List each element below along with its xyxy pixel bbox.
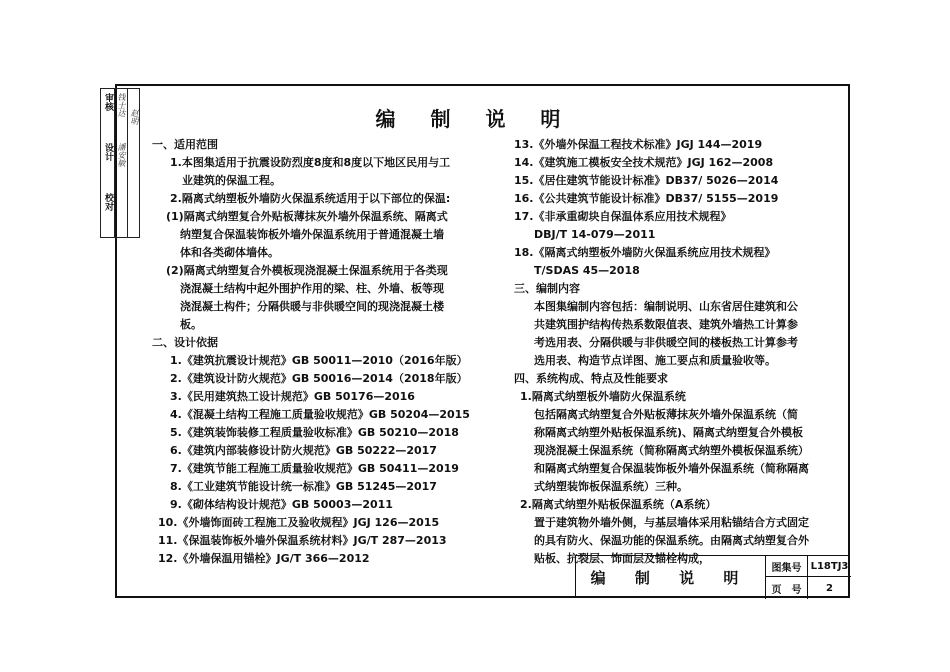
text-line: DBJ/T 14-079—2011: [534, 228, 656, 241]
text-line: 2.隔离式纳塑板外墙防火保温系统适用于以下部位的保温:: [170, 192, 451, 205]
atlas-number-label: 图集号: [766, 556, 808, 577]
text-line: 17.《非承重砌块自保温体系应用技术规程》: [514, 210, 732, 223]
text-line: 8.《工业建筑节能设计统一标准》GB 51245—2017: [170, 480, 437, 493]
text-line: 的具有防火、保温功能的保温系统。由隔离式纳塑复合外: [534, 534, 809, 547]
text-line: 14.《建筑施工模板安全技术规范》JGJ 162—2008: [514, 156, 774, 169]
text-line: 2.隔离式纳塑外贴板保温系统（A系统）: [520, 498, 717, 511]
text-line: 置于建筑物外墙外侧，与基层墙体采用粘锚结合方式固定: [534, 516, 809, 529]
text-line: 板。: [180, 318, 202, 331]
left-column: [150, 136, 505, 568]
review-label: 审核: [103, 93, 113, 111]
section-heading: 一、适用范围: [152, 138, 218, 151]
text-line: 和隔离式纳塑复合保温装饰板外墙外保温系统（简称隔离: [534, 462, 809, 475]
text-line: (2)隔离式纳塑复合外模板现浇混凝土保温系统用于各类现: [166, 264, 448, 277]
text-line: 13.《外墙外保温工程技术标准》JGJ 144—2019: [514, 138, 763, 151]
text-line: 16.《公共建筑节能设计标准》DB37/ 5155—2019: [514, 192, 779, 205]
signature: 潘安敏: [117, 143, 126, 167]
text-line: 15.《居住建筑节能设计标准》DB37/ 5026—2014: [514, 174, 779, 187]
text-line: 3.《民用建筑热工设计规范》GB 50176—2016: [170, 390, 415, 403]
text-line: 6.《建筑内部装修设计防火规范》GB 50222—2017: [170, 444, 437, 457]
page-title: 编 制 说 明: [375, 107, 575, 131]
text-line: 浇混凝土结构中起外围护作用的梁、柱、外墙、板等现: [180, 282, 444, 295]
section-heading: 四、系统构成、特点及性能要求: [514, 372, 668, 385]
text-line: 选用表、构造节点详图、施工要点和质量验收等。: [534, 354, 776, 367]
text-line: 本图集编制内容包括：编制说明、山东省居住建筑和公: [534, 300, 798, 313]
page-number-label: 页 号: [766, 577, 808, 599]
text-line: 现浇混凝土保温系统（简称隔离式纳塑外模板保温系统）: [534, 444, 809, 457]
text-line: 18.《隔离式纳塑板外墙防火保温系统应用技术规程》: [514, 246, 776, 259]
section-heading: 二、设计依据: [152, 336, 218, 349]
signature: 钱士达: [117, 93, 126, 117]
title-block-name: 编 制 说 明: [576, 556, 766, 599]
page-number-value: 2: [826, 582, 833, 594]
text-line: 贴板、抗裂层、饰面层及锚栓构成，: [534, 552, 710, 565]
text-line: 共建筑围护结构传热系数限值表、建筑外墙热工计算参: [534, 318, 798, 331]
design-label: 设计: [103, 143, 113, 161]
text-line: 纳塑复合保温装饰板外墙外保温系统用于普通混凝土墙: [180, 228, 444, 241]
text-line: 7.《建筑节能工程施工质量验收规范》GB 50411—2019: [170, 462, 459, 475]
text-line: 体和各类砌体墙体。: [180, 246, 279, 259]
text-line: 1.《建筑抗震设计规范》GB 50011—2010（2016年版）: [170, 354, 468, 367]
proofread-label: 校对: [103, 193, 113, 211]
text-line: 浇混凝土构件；分隔供暖与非供暖空间的现浇混凝土楼: [180, 300, 444, 313]
text-line: 式纳塑装饰板保温系统）三种。: [534, 480, 688, 493]
text-line: 1.本图集适用于抗震设防烈度8度和8度以下地区民用与工: [170, 156, 451, 169]
section-heading: 三、编制内容: [514, 282, 580, 295]
text-line: 12.《外墙保温用锚栓》JG/T 366—2012: [158, 552, 370, 565]
text-line: 业建筑的保温工程。: [182, 174, 281, 187]
title-block: [575, 555, 850, 598]
text-line: T/SDAS 45—2018: [534, 264, 640, 277]
text-line: 称隔离式纳塑外贴板保温系统)、隔离式纳塑复合外模板: [534, 426, 804, 439]
text-line: (1)隔离式纳塑复合外贴板薄抹灰外墙外保温系统、隔离式: [166, 210, 448, 223]
text-line: 4.《混凝土结构工程施工质量验收规范》GB 50204—2015: [170, 408, 470, 421]
text-line: 11.《保温装饰板外墙外保温系统材料》JG/T 287—2013: [158, 534, 447, 547]
text-line: 9.《砌体结构设计规范》GB 50003—2011: [170, 498, 393, 511]
text-line: 1.隔离式纳塑板外墙防火保温系统: [520, 390, 686, 403]
atlas-number-value: L18TJ3: [808, 556, 851, 577]
text-line: 10.《外墙饰面砖工程施工及验收规程》JGJ 126—2015: [158, 516, 440, 529]
text-line: 5.《建筑装饰装修工程质量验收标准》GB 50210—2018: [170, 426, 459, 439]
text-line: 包括隔离式纳塑复合外贴板薄抹灰外墙外保温系统（简: [534, 408, 798, 421]
text-line: 考选用表、分隔供暖与非供暖空间的楼板热工计算参考: [534, 336, 798, 349]
right-column: [512, 136, 847, 568]
text-line: 2.《建筑设计防火规范》GB 50016—2014（2018年版）: [170, 372, 468, 385]
signature: 赵明: [130, 109, 139, 125]
